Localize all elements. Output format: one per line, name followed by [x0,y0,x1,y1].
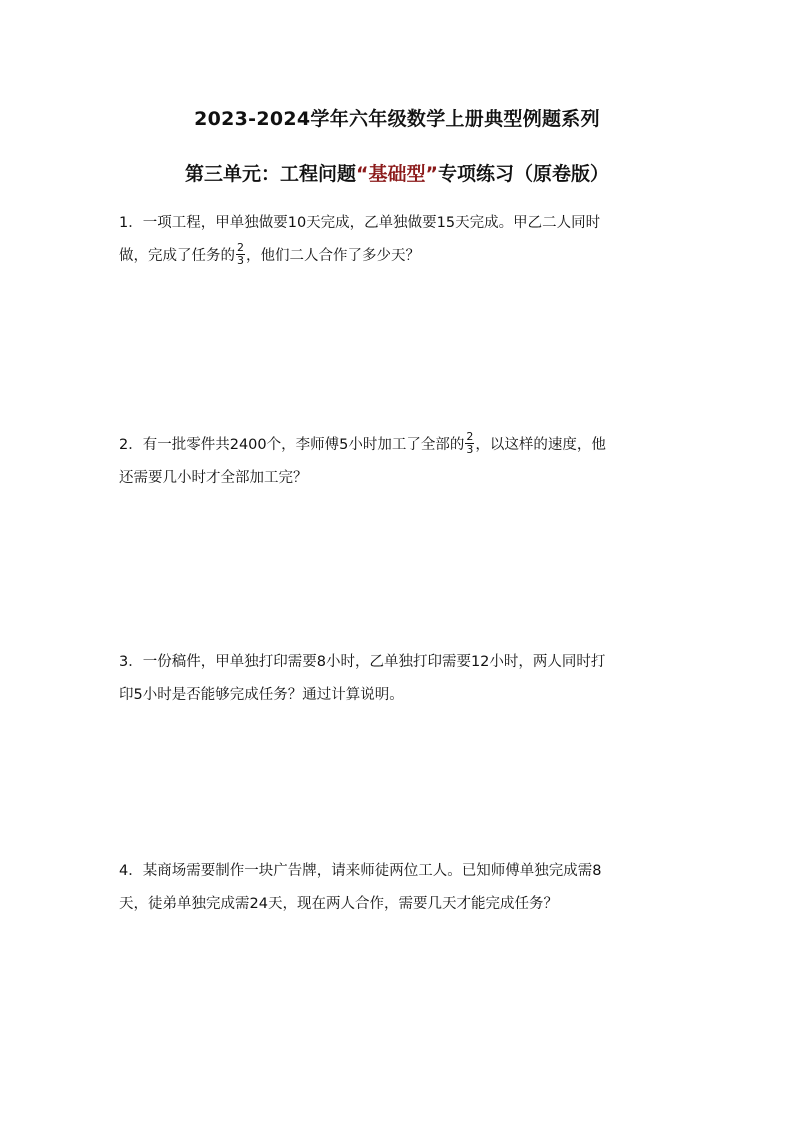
subtitle-prefix: 第三单元：工程问题 [184,163,356,185]
question-1-line-2 [119,240,679,273]
question-2 [119,429,679,495]
question-4 [119,855,679,921]
question-1-text-before-fraction: 做，完成了任务的 [119,248,235,264]
subtitle-suffix: 专项练习（原卷版） [437,163,609,185]
fraction-denominator: 3 [466,442,474,456]
question-4-line-2: 天，徒弟单独完成需24天，现在两人合作，需要几天才能完成任务？ [119,896,558,912]
question-1-line-1: 1．一项工程，甲单独做要10天完成，乙单独做要15天完成。甲乙二人同时 [119,215,601,231]
question-4-line-1: 4．某商场需要制作一块广告牌，请来师徒两位工人。已知师傅单独完成需8 [119,863,602,879]
subtitle-highlight: “基础型” [356,163,438,185]
question-2-line-2: 还需要几小时才全部加工完？ [119,470,308,486]
question-3-line-2: 印5小时是否能够完成任务？通过计算说明。 [119,687,404,703]
fraction-numerator: 2 [466,429,474,443]
question-3 [119,646,679,712]
fraction-numerator: 2 [237,240,244,254]
question-1 [119,207,679,273]
fraction [236,242,245,267]
question-2-line-1 [119,429,679,462]
document-subtitle [0,159,794,186]
question-1-text-after-fraction: ，他们二人合作了多少天？ [246,248,420,264]
document-title: 2023-2024学年六年级数学上册典型例题系列 [194,108,600,130]
fraction-denominator: 3 [237,253,244,267]
question-3-line-1: 3．一份稿件，甲单独打印需要8小时，乙单独打印需要12小时，两人同时打 [119,654,606,670]
question-2-text-before-fraction: 2．有一批零件共2400个，李师傅5小时加工了全部的 [119,437,465,453]
fraction [465,431,474,456]
question-2-text-after-fraction: ，以这样的速度，他 [475,437,606,453]
